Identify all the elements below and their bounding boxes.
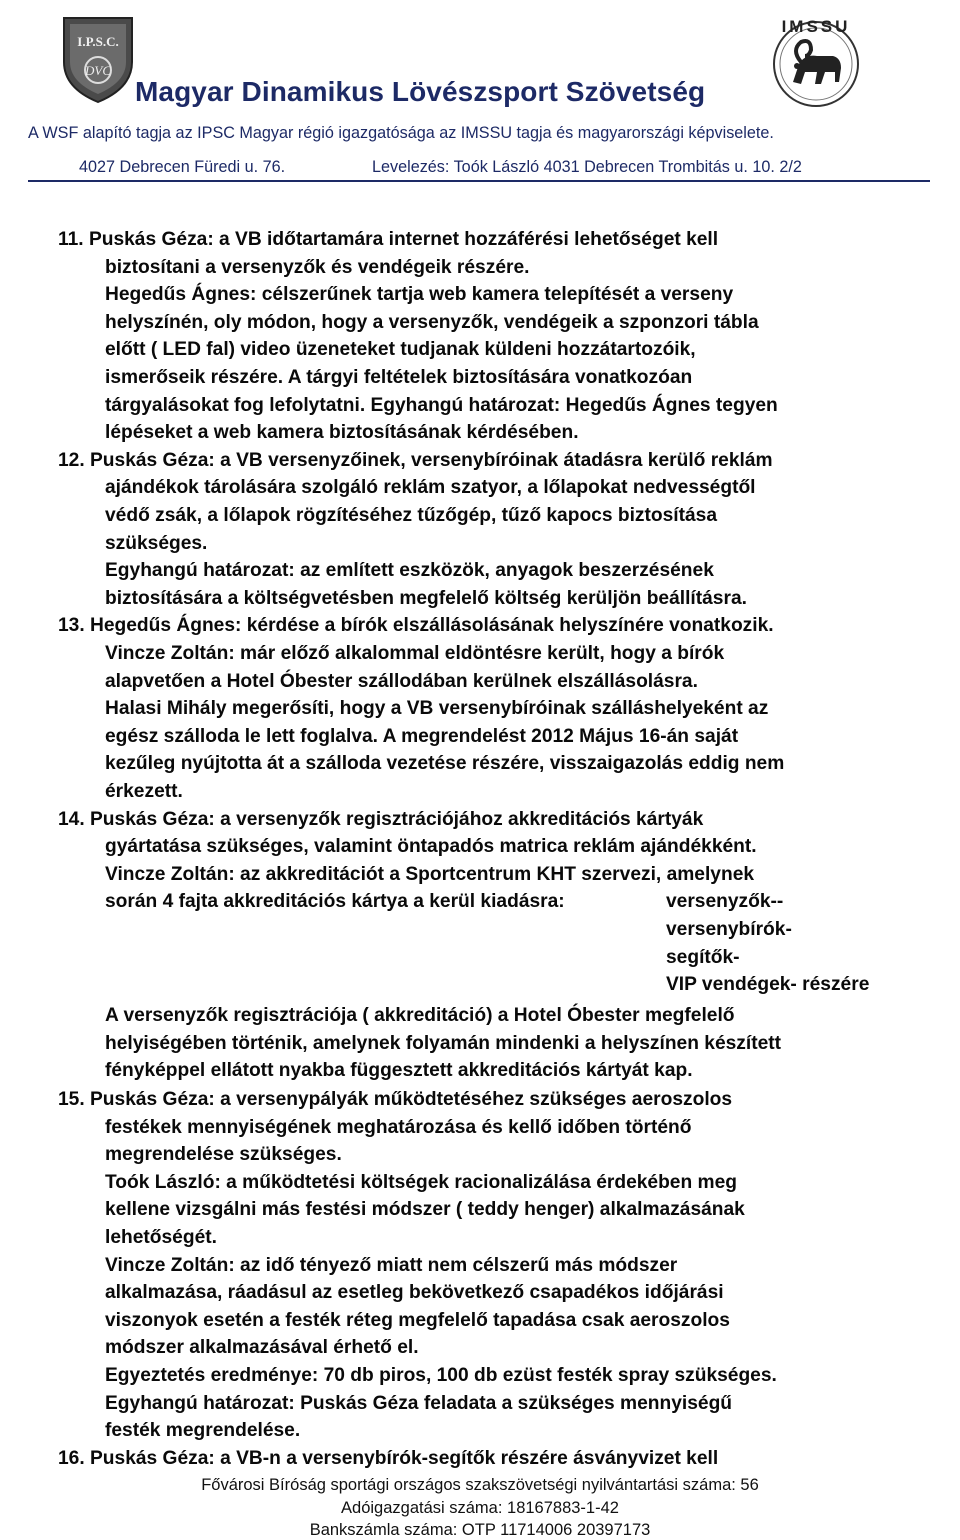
text-line: Egyeztetés eredménye: 70 db piros, 100 db ezüst festék spray szükséges. bbox=[105, 1365, 777, 1386]
text-line: előtt ( LED fal) video üzeneteket tudjanak küldeni hozzátartozóik, bbox=[105, 339, 696, 361]
text-line: alkalmazása, ráadásul az esetleg bekövetkező csapadékos időjárási bbox=[105, 1282, 724, 1304]
org-title: Magyar Dinamikus Lövészsport Szövetség bbox=[135, 76, 706, 107]
postal-address: 4027 Debrecen Füredi u. 76. bbox=[79, 158, 286, 176]
svg-text:DVC: DVC bbox=[85, 63, 111, 78]
text-line: Egyhangú határozat: Puskás Géza feladata a szükséges mennyiségű bbox=[105, 1392, 733, 1414]
text-line: módszer alkalmazásával érhető el. bbox=[105, 1337, 419, 1359]
mailing-address: Levelezés: Toók László 4031 Debrecen Trombitás u. 10. 2/2 bbox=[372, 158, 802, 176]
text-line: kezűleg nyújtotta át a szálloda vezetése részére, visszaigazolás eddig nem bbox=[105, 753, 785, 775]
text-line: tárgyalásokat fog lefolytatni. Egyhangú határozat: Hegedűs Ágnes tegyen bbox=[105, 394, 778, 416]
text-line: Vincze Zoltán: az akkreditációt a Sportcentrum KHT szervezi, amelynek bbox=[105, 863, 755, 885]
text-line: biztosítani a versenyzők és vendégeik részére. bbox=[105, 256, 530, 278]
text-line: érkezett. bbox=[105, 781, 183, 802]
footer-tax-number: Adóigazgatási száma: 18167883-1-42 bbox=[341, 1499, 619, 1517]
text-line: versenybírók- bbox=[666, 919, 792, 940]
text-line: 16. Puskás Géza: a VB-n a versenybírók-segítők részére ásványvizet kell bbox=[58, 1447, 719, 1469]
ipsc-logo bbox=[58, 14, 138, 104]
text-line: 15. Puskás Géza: a versenypályák működtetéséhez szükséges aeroszolos bbox=[58, 1089, 733, 1110]
text-line: A versenyzők regisztrációja ( akkreditáció) a Hotel Óbester megfelelő bbox=[105, 1005, 735, 1026]
text-line: ismerőseik részére. A tárgyi feltételek biztosítására vonatkozóan bbox=[105, 367, 693, 388]
text-line: Egyhangú határozat: az említett eszközök, anyagok beszerzésének bbox=[105, 560, 714, 582]
text-line: biztosítására a költségvetésben megfelelő költség kerüljön beállításra. bbox=[105, 587, 747, 609]
footer-bank-account: Bankszámla száma: OTP 11714006 20397173 bbox=[309, 1521, 651, 1539]
text-line: festék megrendelése. bbox=[105, 1420, 301, 1442]
text-line: Toók László: a működtetési költségek racionalizálása érdekében meg bbox=[105, 1171, 737, 1193]
text-line: 11. Puskás Géza: a VB időtartamára internet hozzáférési lehetőséget kell bbox=[58, 229, 719, 250]
text-line: helyszínén, oly módon, hogy a versenyzők, vendégeik a szponzori tábla bbox=[105, 311, 759, 333]
text-line: helyiségében történik, amelynek folyamán mindenki a helyszínen készített bbox=[105, 1032, 782, 1054]
text-line: szükséges. bbox=[105, 532, 208, 554]
text-line: ajándékok tárolására szolgáló reklám szatyor, a lőlapokat nedvességtől bbox=[105, 477, 756, 499]
text-line: egész szálloda le lett foglalva. A megrendelést 2012 Május 16-án saját bbox=[105, 725, 739, 747]
text-line: során 4 fajta akkreditációs kártya a kerül kiadásra: bbox=[105, 891, 565, 913]
text-line: kellene vizsgálni más festési módszer ( teddy henger) alkalmazásának bbox=[105, 1199, 745, 1221]
text-line: festékek mennyiségének meghatározása és kellő időben történő bbox=[105, 1116, 692, 1138]
text-line: fényképpel ellátott nyakba függesztett akkreditációs kártyát kap. bbox=[105, 1060, 693, 1082]
imssu-logo-text: IMSSU bbox=[781, 17, 851, 36]
text-line: védő zsák, a lőlapok rögzítéséhez tűzőgép, tűző kapocs biztosítása bbox=[105, 505, 718, 526]
text-line: segítők- bbox=[666, 946, 740, 968]
text-line: 12. Puskás Géza: a VB versenyzőinek, versenybíróinak átadásra kerülő reklám bbox=[58, 449, 773, 471]
text-line: viszonyok esetén a festék réteg megfelelő tapadása csak aeroszolos bbox=[105, 1309, 730, 1331]
text-line: lehetőségét. bbox=[105, 1227, 217, 1248]
text-line: gyártatása szükséges, valamint öntapadós matrica reklám ajándékként. bbox=[105, 836, 757, 858]
text-line: Vincze Zoltán: már előző alkalommal eldöntésre került, hogy a bírók bbox=[105, 643, 725, 664]
text-line: lépéseket a web kamera biztosításának kérdésében. bbox=[105, 422, 579, 444]
text-line: VIP vendégek- részére bbox=[666, 974, 870, 996]
ipsc-logo-text: I.P.S.C. bbox=[77, 34, 119, 49]
text-line: Hegedűs Ágnes: célszerűnek tartja web kamera telepítését a verseny bbox=[105, 284, 734, 306]
footer-registry-number: Fővárosi Bíróság sportági országos szakszövetségi nyilvántartási száma: 56 bbox=[201, 1476, 759, 1494]
org-subtitle: A WSF alapító tagja az IPSC Magyar régió igazgatósága az IMSSU tagja és magyarországi képviselete. bbox=[28, 124, 774, 142]
text-line: versenyzők-- bbox=[666, 891, 784, 913]
text-line: megrendelése szükséges. bbox=[105, 1144, 342, 1166]
text-line: Halasi Mihály megerősíti, hogy a VB versenybíróinak szálláshelyeként az bbox=[105, 698, 769, 720]
text-line: 14. Puskás Géza: a versenyzők regisztrációjához akkreditációs kártyák bbox=[58, 808, 704, 830]
header-divider bbox=[28, 180, 930, 182]
text-line: Vincze Zoltán: az idő tényező miatt nem célszerű más módszer bbox=[105, 1254, 678, 1276]
imssu-logo bbox=[755, 6, 877, 110]
text-line: alapvetően a Hotel Óbester szállodában kerülnek elszállásolásra. bbox=[105, 670, 698, 692]
text-line: 13. Hegedűs Ágnes: kérdése a bírók elszállásolásának helyszínére vonatkozik. bbox=[58, 615, 774, 637]
